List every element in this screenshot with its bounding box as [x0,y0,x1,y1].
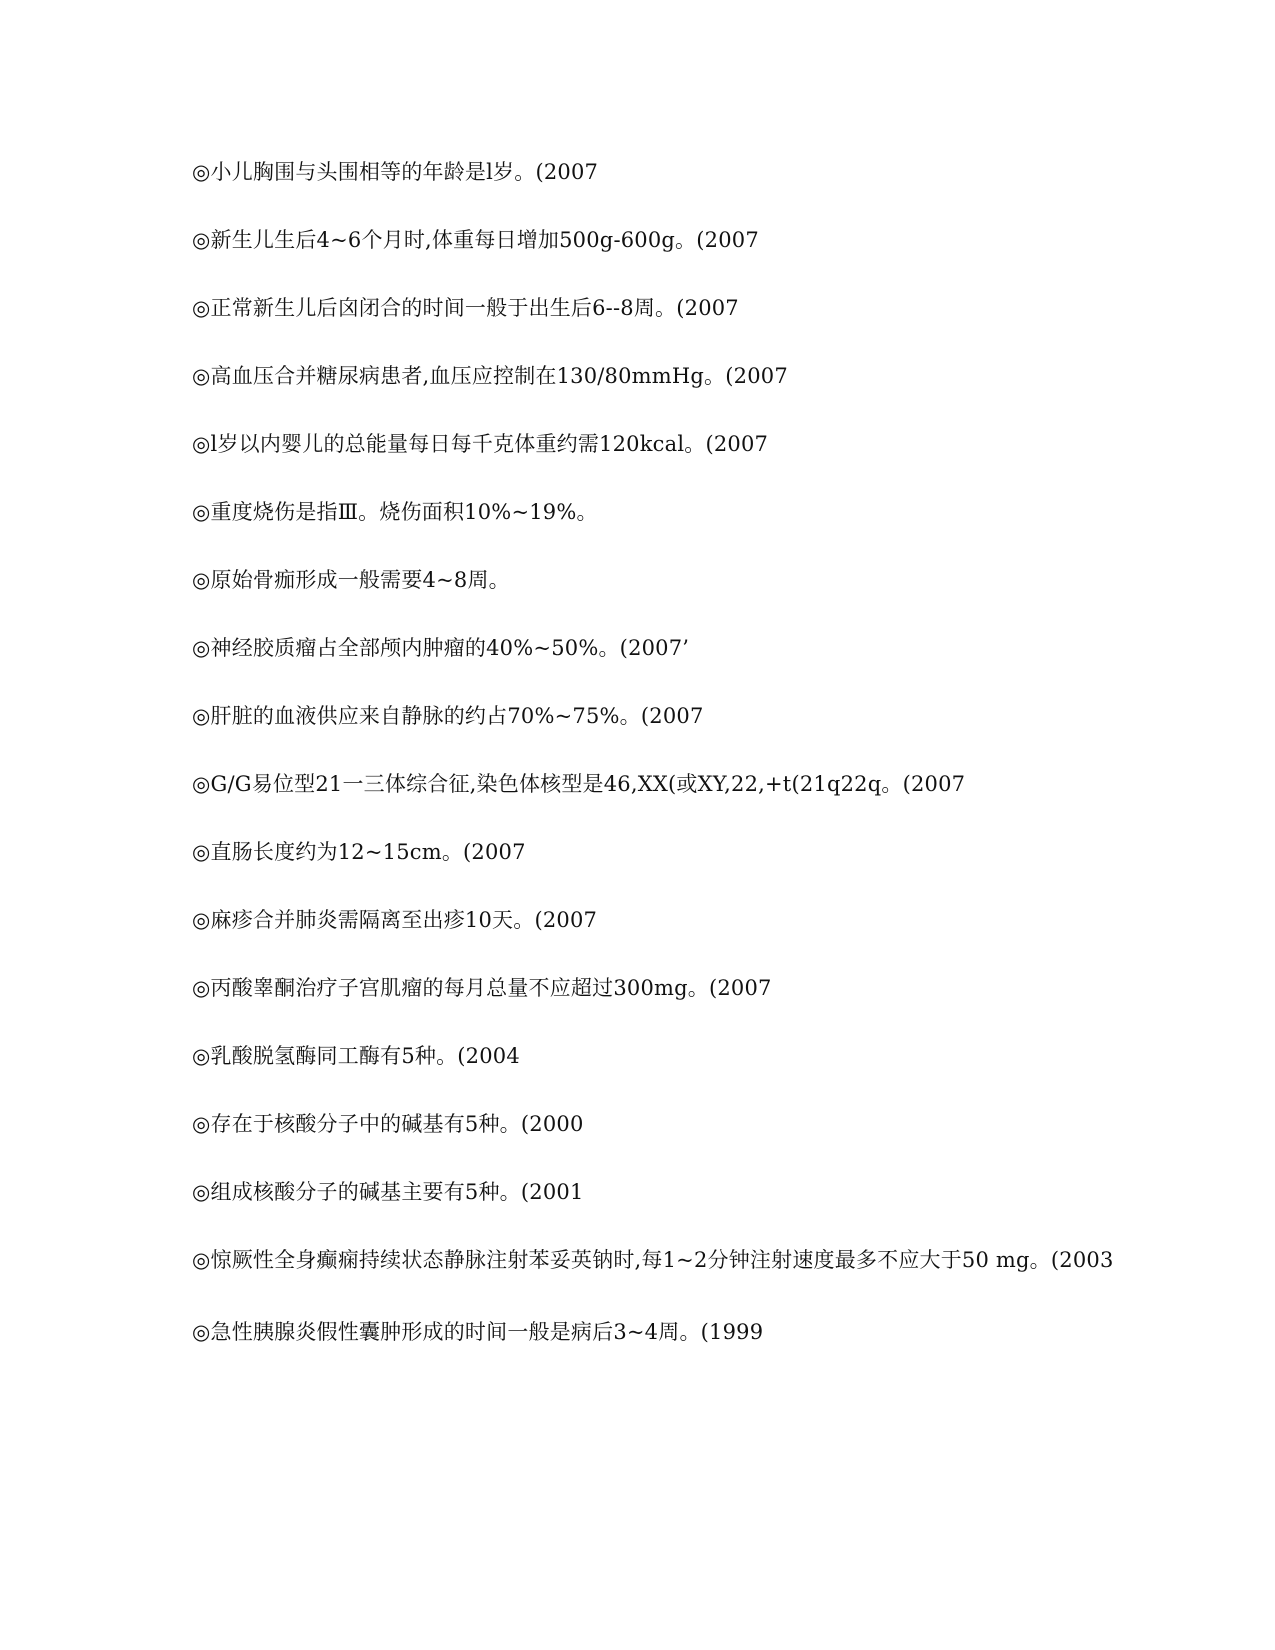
paragraph: ◎小儿胸围与头围相等的年龄是l岁。(2007 [192,160,599,184]
paragraph: ◎神经胶质瘤占全部颅内肿瘤的40%~50%。(2007’ [192,636,690,660]
paragraph-list [142,150,1122,1378]
paragraph: ◎重度烧伤是指Ⅲ。烧伤面积10%~19%。 [192,500,598,524]
paragraph: ◎l岁以内婴儿的总能量每日每千克体重约需120kcal。(2007 [192,432,769,456]
paragraph: ◎存在于核酸分子中的碱基有5种。(2000 [192,1112,584,1136]
paragraph: ◎原始骨痂形成一般需要4~8周。 [192,568,510,592]
paragraph: ◎乳酸脱氢酶同工酶有5种。(2004 [192,1044,520,1068]
paragraph: ◎惊厥性全身癫痫持续状态静脉注射苯妥英钠时,每1~2分钟注射速度最多不应大于50 mg。(2003 [192,1248,1114,1272]
paragraph: ◎正常新生儿后囟闭合的时间一般于出生后6--8周。(2007 [192,296,739,320]
paragraph: ◎高血压合并糖尿病患者,血压应控制在130/80mmHg。(2007 [192,364,788,388]
paragraph: ◎直肠长度约为12~15cm。(2007 [192,840,526,864]
paragraph: ◎丙酸睾酮治疗子宫肌瘤的每月总量不应超过300mg。(2007 [192,976,772,1000]
paragraph: ◎G/G易位型21一三体综合征,染色体核型是46,XX(或XY,22,+t(21q22q。(2007 [192,772,966,796]
paragraph: ◎麻疹合并肺炎需隔离至出疹10天。(2007 [192,908,598,932]
paragraph: ◎急性胰腺炎假性囊肿形成的时间一般是病后3~4周。(1999 [192,1320,764,1344]
paragraph: ◎肝脏的血液供应来自静脉的约占70%~75%。(2007 [192,704,704,728]
paragraph: ◎新生儿生后4~6个月时,体重每日增加500g-600g。(2007 [192,228,759,252]
paragraph: ◎组成核酸分子的碱基主要有5种。(2001 [192,1180,584,1204]
